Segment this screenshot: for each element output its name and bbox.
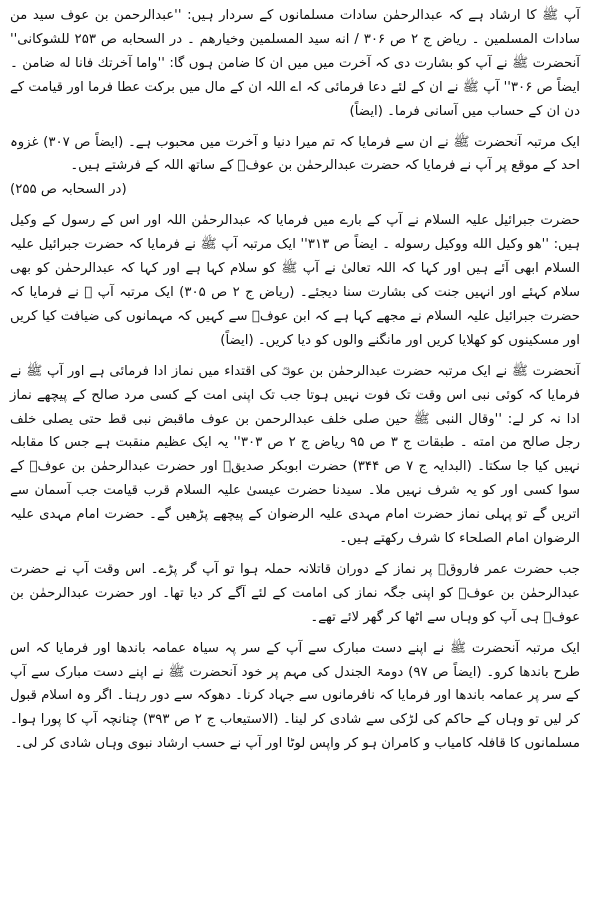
paragraph-mahboob: [10, 131, 580, 203]
paragraph-mahboob-text: ایک مرتبہ آنحضرت ﷺ نے ان سے فرمایا کہ تم میرا دنیا و آخرت میں محبوب ہے۔ (ایضاً ص ۳۰۷) غزوہ احد کے موقع پر آپ نے فرمایا کہ حضرت عبدالرحمٰن بن عوفؓ کے ساتھ اللہ کے فرشتے ہیں۔: [10, 134, 580, 174]
paragraph-amama: ایک مرتبہ آنحضرت ﷺ نے اپنے دست مبارک سے آپ کے سر پہ سیاہ عمامہ باندھا اور فرمایا کہ اس طرح باندھا کرو۔ (ایضاً ص ۹۷) دومۃ الجندل کی مہم پر خود آنحضرت ﷺ نے اپنے دست مبارک سے آپ کے سر پر عمامہ باندھا اور فرمایا کہ نافرمانوں سے جہاد کرنا۔ دھوکہ سے دور رہنا۔ اگر وہ اسلام قبول کر لیں تو وہاں کے حاکم کی لڑکی سے شادی کر لینا۔ (الاستیعاب ج ۲ ص ۳۹۳) چنانچہ آپ کا پورا ہوا۔ مسلمانوں کا قافلہ کامیاب و کامران ہو کر واپس لوٹا اور آپ نے حسب ارشاد نبوی وہاں شادی کر لی۔: [10, 640, 581, 752]
paragraph-sardar: آپ ﷺ کا ارشاد ہے کہ عبدالرحمٰن سادات مسلمانوں کے سردار ہیں: ''عبدالرحمن بن عوف سید من سادات المسلمین ۔ ریاض ج ۲ ص ۳۰۶ / انه سید المسلمین وخیارهم ۔ در السحابه ص ۲۵۳ للشوکانی'' آنحضرت ﷺ نے آپ کو بشارت دی کہ آخرت میں میں ان کا ضامن ہوں گا: ''واما آخرتك فانا له ضامن ۔ ایضاً ص ۳۰۶'' آپ ﷺ نے ان کے لئے دعا فرمائی کہ اے اللہ ان کے مال میں برکت عطا فرما اور قیامت کے دن ان کے حساب میں آسانی فرما۔ (ایضاً): [10, 8, 581, 119]
reference-durr-al-sahaba: (در السحابہ ص ۲۵۵): [10, 182, 127, 198]
paragraph-jibrail: حضرت جبرائیل علیہ السلام نے آپ کے بارے میں فرمایا کہ عبدالرحمٰن اللہ اور اس کے رسول کے وکیل ہیں: ''هو وکیل الله ووکیل رسوله ۔ ایضاً ص ۳۱۳'' ایک مرتبہ آپ ﷺ نے فرمایا کہ حضرت جبرائیل علیہ السلام ابھی آئے ہیں اور کہا کہ اللہ تعالیٰ نے آپ ﷺ کو سلام کہا ہے اور کہا کہ عبدالرحمٰن کو بھی سلام کہئے اور انہیں جنت کی بشارت سنا دیجئے۔ (ریاض ج ۲ ص ۳۰۵) ایک مرتبہ آپ ﷺ نے فرمایا کہ حضرت جبرائیل علیہ السلام نے مجھے کہا ہے کہ ابن عوفؓ سے کہیں کہ مہمانوں کی ضیافت کیا کریں اور مسکینوں کو کھلایا کریں اور مانگنے والوں کو دیا کریں۔ (ایضاً): [10, 213, 581, 348]
paragraph-umar-farooq: جب حضرت عمر فاروقؓ پر نماز کے دوران قاتلانہ حملہ ہوا تو آپ گر پڑے۔ اس وقت آپ نے حضرت عبدالرحمٰن بن عوفؓ کو اپنی جگہ نماز کی امامت کے لئے آگے کر دیا تھا۔ اور حضرت عبدالرحمٰن بن عوفؓ ہی آپ کو وہاں سے اٹھا کر گھر لائے تھے۔: [10, 561, 580, 625]
paragraph-namaz: آنحضرت ﷺ نے ایک مرتبہ حضرت عبدالرحمٰن بن عوفؓ کی اقتداء میں نماز ادا فرمائی ہے اور آپ ﷺ نے فرمایا کہ کوئی نبی اس وقت تک فوت نہیں ہوتا جب تک اپنی امت کے کسی مرد صالح کے پیچھے نماز ادا نہ کر لے: ''وقال النبی ﷺ حین صلی خلف عبدالرحمن بن عوف ماقبض نبی قط حتی یصلی خلف رجل صالح من امته ۔ طبقات ج ۳ ص ۹۵ ریاض ج ۲ ص ۳۰۳'' یہ ایک عظیم منقبت ہے جس کا مقابلہ نہیں کیا جا سکتا۔ (البدایہ ج ۷ ص ۳۴۴) حضرت ابوبکر صدیقؓ اور حضرت عبدالرحمٰن بن عوفؓ کے سوا کسی اور کو یہ شرف نہیں ملا۔ سیدنا حضرت عیسیٰ علیہ السلام قرب قیامت جب آسمان سے اتریں گے تو پہلی نماز حضرت امام مہدی علیہ الرضوان کے پیچھے پڑھیں گے۔ حضرت امام مہدی علیہ الرضوان امام الصلحاء کا شرف رکھتے ہیں۔: [10, 363, 581, 547]
